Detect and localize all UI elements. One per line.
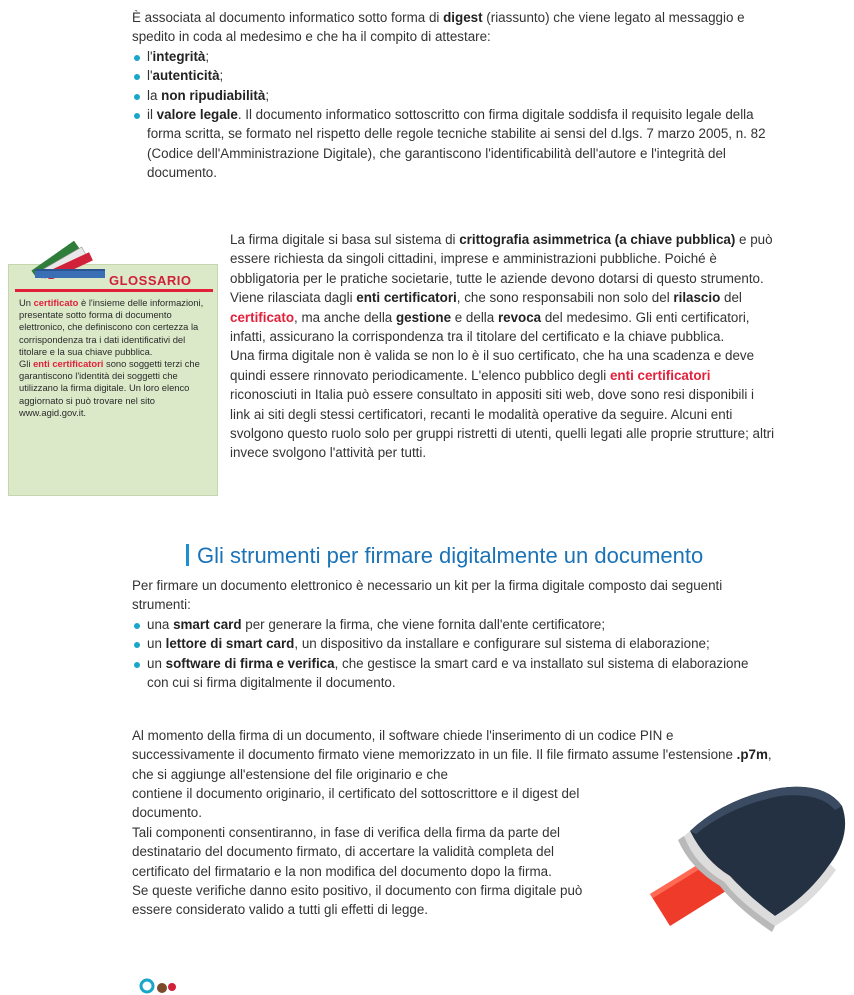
paragraph-firma: La firma digitale si basa sul sistema di crittografia asimmetrica (a chiave pubblica) e può essere richiesta da singoli cittadini, imprese e amministrazioni pubbliche. Poiché è obbligatoria per le pratiche societarie, tutte le aziende devono dotarsi di questo strumento. Viene rilasciata dagli enti certificatori, che sono responsabili non solo del rilascio del certificato, ma anche della gestione e della revoca del medesimo. Gli enti certificatori, infatti, assicurano la corrispondenza tra il titolare del certificato e la chiave pubblica. xyxy=(230,232,773,345)
list-item: un lettore di smart card, un dispositivo da installare e configurare sul sistema di elaborazione; xyxy=(132,634,772,653)
title-marker xyxy=(186,544,189,566)
verification-paragraphs: contiene il documento originario, il certificato del sottoscrittore e il digest del documento. Tali componenti consentiranno, in fase di verifica della firma da parte del destinatario del documento firmato, di accertare la validità completa del certificato del firmatario e la non modifica del documento dopo la firma. Se queste verifiche danno esito positivo, il documento con firma digitale può essere considerato valido a tutti gli effetti di legge. xyxy=(132,786,583,918)
intro-section xyxy=(132,8,772,183)
intro-paragraph: È associata al documento informatico sotto forma di digest (riassunto) che viene legato al messaggio e spedito in coda al medesimo e che ha il compito di attestare: xyxy=(132,10,745,45)
gears-icon xyxy=(138,975,182,995)
glossary-divider xyxy=(15,289,213,292)
pin-paragraph: Al momento della firma di un documento, il software chiede l'inserimento di un codice PIN e successivamente il documento firmato viene memorizzato in un file. Il file firmato assume l'estensione .p7m, che si aggiunge all'estensione del file originario e che xyxy=(132,728,772,782)
list-item: l'integrità; xyxy=(132,47,772,66)
list-item: la non ripudiabilità; xyxy=(132,86,772,105)
glossary-text xyxy=(19,297,215,419)
tools-section xyxy=(132,576,772,692)
term-digest: digest xyxy=(443,10,483,25)
attestation-list xyxy=(132,47,772,183)
glossary-entry-enti-certificatori: Gli enti certificatori sono soggetti terzi che garantiscono l'identità dei soggetti che utilizzano la firma digitale. Un loro elenco aggiornato si può trovare nel sito www.agid.gov.it. xyxy=(19,358,200,418)
tools-intro: Per firmare un documento elettronico è necessario un kit per la firma digitale composto dai seguenti strumenti: xyxy=(132,578,723,613)
signature-description xyxy=(230,230,776,463)
list-item: una smart card per generare la firma, che viene fornita dall'ente certificatore; xyxy=(132,615,772,634)
glossary-box xyxy=(8,264,218,496)
list-item: un software di firma e verifica, che gestisce la smart card e va installato sul sistema di elaborazione con cui si firma digitalmente il documento. xyxy=(132,654,772,693)
books-icon xyxy=(27,229,107,279)
list-item: l'autenticità; xyxy=(132,66,772,85)
glossary-entry-certificato: Un certificato è l'insieme delle informazioni, presentate sotto forma di documento elettronico, che definiscono con certezza la corrispondenza tra i dati identificativi del titolare e la sua chiave pubblica. xyxy=(19,297,204,357)
smart-card-reader-image xyxy=(630,776,854,966)
tools-list xyxy=(132,615,772,693)
section-title: Gli strumenti per firmare digitalmente un documento xyxy=(186,543,703,569)
list-item: il valore legale. Il documento informatico sottoscritto con firma digitale soddisfa il requisito legale della forma scritta, se formato nel rispetto delle regole tecniche stabilite ai sensi del d.lgs. 7 marzo 2005, n. 82 (Codice dell'Amministrazione Digitale), che garantiscono l'identificabilità dell'autore e l'integrità del documento. xyxy=(132,105,772,183)
glossary-title: GLOSSARIO xyxy=(109,273,192,288)
paragraph-validita: Una firma digitale non è valida se non lo è il suo certificato, che ha una scadenza e deve quindi essere rinnovato periodicamente. L'elenco pubblico degli enti certificatori riconosciuti in Italia può essere consultato in appositi siti web, dove sono resi disponibili i link ai siti degli stessi certificatori, recanti le modalità operative da seguire. Alcuni enti svolgono questo ruolo solo per gruppi ristretti di utenti, quelli legati alle proprie strutture; altri invece svolgono l'attività per tutti. xyxy=(230,348,775,461)
